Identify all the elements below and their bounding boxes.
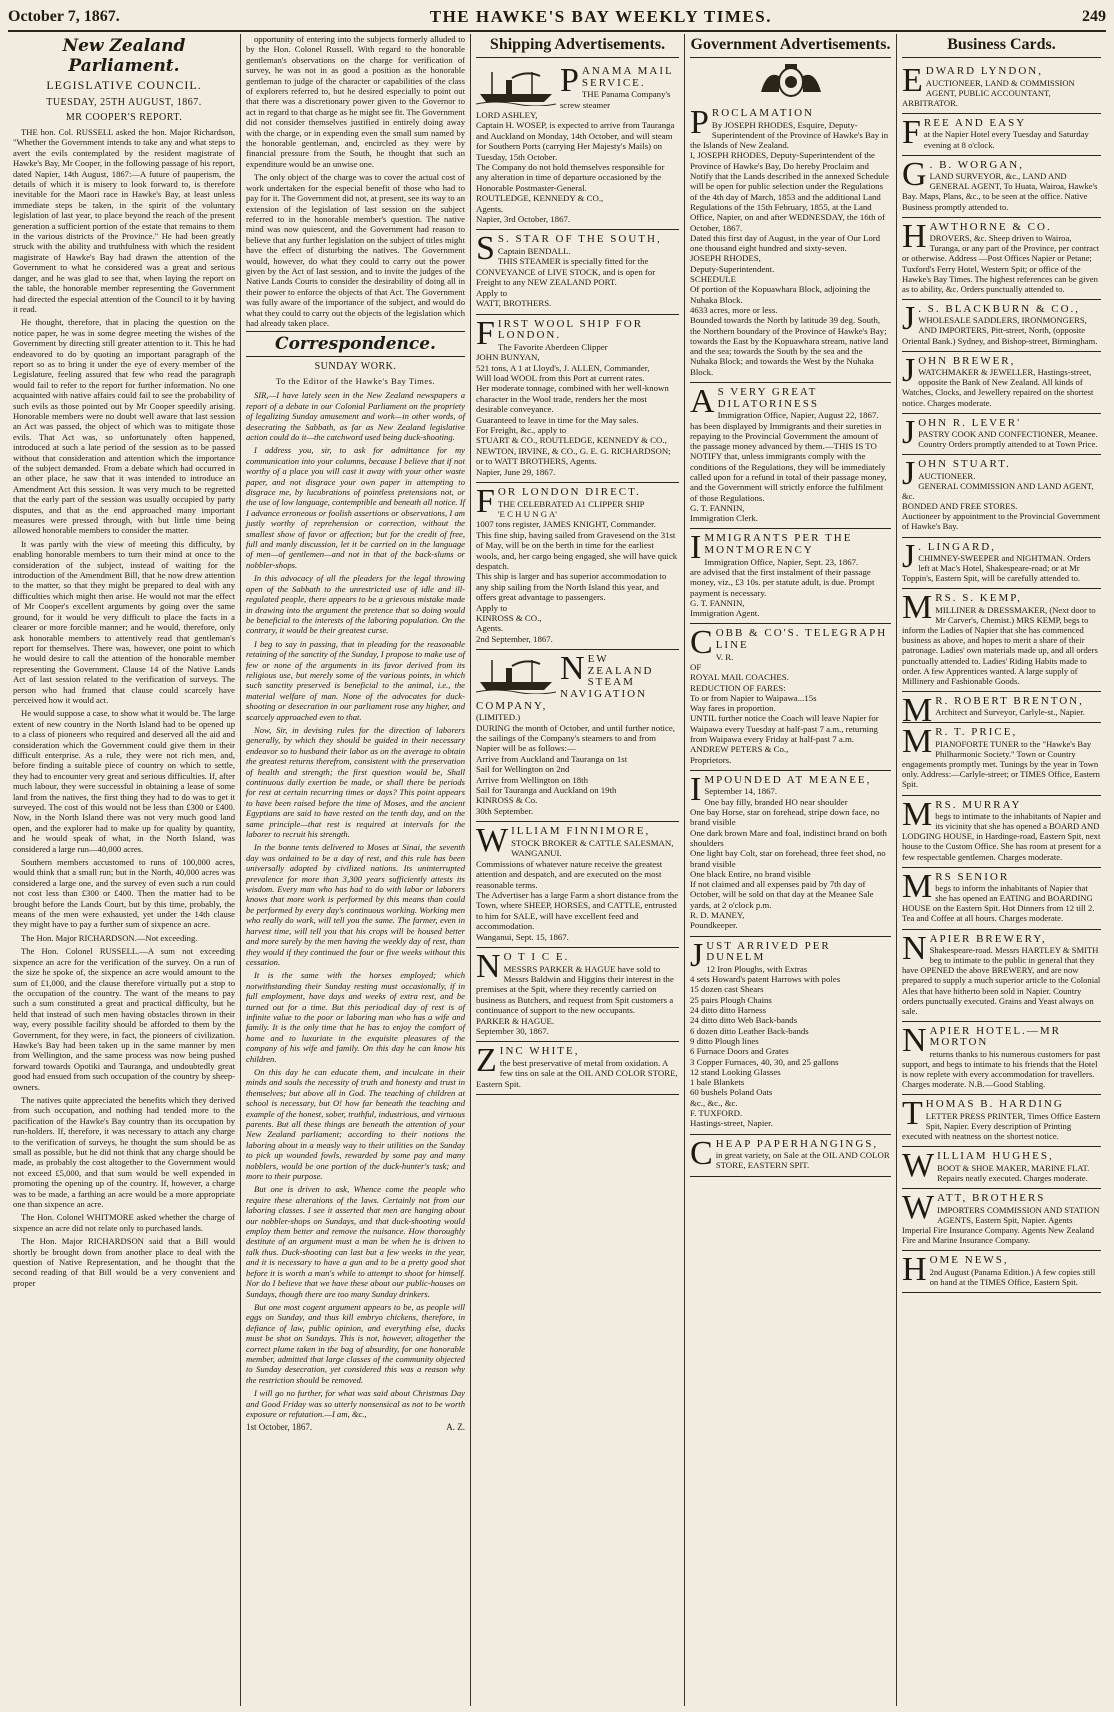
advertisement xyxy=(902,723,1101,795)
ad-line: I, JOSEPH RHODES, Deputy-Superintendent of the Province of Hawke's Bay, Do hereby Proclaim and Notify that the Lands described in the annexed Schedule will be open for public selection under the Regulations of the 4th day of March, 1853 and the additional Land Regulations of the 15th February, 1855, at the Land Office, Napier, on and after WEDNESDAY, the 16th of October, 1867. xyxy=(690,150,889,233)
ad-line: in great variety, on Sale at the OIL AND COLOR STORE, EASTERN SPIT. xyxy=(715,1150,890,1171)
advertisement xyxy=(902,1251,1101,1293)
letter-date: 1st October, 1867. xyxy=(246,1422,313,1433)
ad-line: Wanganui, Sept. 15, 1867. xyxy=(476,931,569,942)
ad-line: 2nd August (Panama Edition.) A few copies still on hand at the TIMES Office, Eastern Spit. xyxy=(929,1266,1096,1287)
ad-line: begs to intimate to the inhabitants of Napier and its vicinity that she has opened a BOARD AND LODGING HOUSE, in Hardinge-road, Eastern Spit, next house to the Custom Office. She has room at present for a few respectable gentlemen. Charges moderate. xyxy=(902,811,1101,862)
ad-heading: R. ROBERT BRENTON, xyxy=(935,694,1084,707)
ad-line: ROYAL MAIL COACHES. xyxy=(690,672,789,683)
advertisement xyxy=(902,1189,1101,1251)
ad-line: OF xyxy=(690,661,702,672)
ad-line: Agents. xyxy=(476,203,504,214)
ad-line: Shakespeare-road. Messrs HARTLEY & SMITH beg to intimate to the public in general that they have OPENED the above BREWERY, and are now prepared to supply a much superior article to the Colonial Ales that have hitherto been sold in Napier. Country orders punctually executed. Grains and Yeast always on sale. xyxy=(902,945,1101,1016)
drop-cap: M xyxy=(902,795,933,833)
paragraph: The Hon. Major RICHARDSON said that a Bill would shortly be brought down from another place to deal with the question of Native Representation, and he thought that the second reading of that Bill would be a very convenient and proper xyxy=(13,1236,235,1288)
ad-line: G. T. FANNIN, xyxy=(690,502,745,513)
ad-line: 12 Iron Ploughs, with Extras xyxy=(706,963,808,974)
ad-line: THE Panama Company's screw steamer xyxy=(560,89,671,110)
ad-line: If not claimed and all expenses paid by 7th day of October, will be sold on that day at the Meanee Sale yards, at 2 o'clock p.m. xyxy=(690,879,874,910)
advertisement xyxy=(476,62,679,230)
ad-line: Proprietors. xyxy=(690,754,732,765)
letter-initials: A. Z. xyxy=(446,1422,465,1433)
ad-line: THIS STEAMER is specially fitted for the CONVEYANCE of LIVE STOCK, and is open for Freight to any NEW ZEALAND PORT. xyxy=(476,256,656,288)
ad-line: PARKER & HAGUE. xyxy=(476,1015,555,1026)
ad-line: LORD ASHLEY, xyxy=(476,110,538,120)
ad-heading: ROCLAMATION xyxy=(711,107,814,119)
drop-cap: A xyxy=(690,383,715,421)
ad-heading: RS SENIOR xyxy=(935,870,1010,883)
ad-line: Sail for Wellington on 2nd xyxy=(476,764,570,775)
drop-cap: F xyxy=(476,314,495,352)
drop-cap: F xyxy=(476,482,495,520)
ad-line: One dark brown Mare and foal, indistinct brand on both shoulders xyxy=(690,827,887,848)
drop-cap: H xyxy=(902,1251,927,1288)
ad-line: JOHN BUNYAN, xyxy=(476,352,540,363)
ad-heading: . B. WORGAN, xyxy=(929,158,1024,171)
ad-line: WATT, BROTHERS. xyxy=(476,298,552,309)
paragraph: THE hon. Col. RUSSELL asked the hon. Major Richardson, "Whether the Government intends to take any and what steps to avert the evils contemplated by the resident magistrate of Hawke's Bay, Mr Cooper, in the following passage of his report, dated Napier, 14th August, 1867:—A future of pauperism, the details of which it is misery to look forward to, is therefore inevitable for the Maori race in Hawke's Bay, at least unless immediate steps be taken, in the spirit of the voluntary legislation of last year, to place beyond the reach of the present generation a sufficient portion of the estate that remains to them in the various districts of the Province." He had been greatly struck with the ability and truthfulness with which the resident magistrate of Hawke's Bay had drawn the attention of the Government to what he considered was a great and serious danger, and he was glad to see that, when laying the report on the table, the honorable member representing the Government had directed the especial attention of the Council to it by having it read. xyxy=(13,127,235,314)
drop-cap: C xyxy=(690,1134,713,1172)
drop-cap: I xyxy=(690,770,702,808)
ad-heading: R. T. PRICE, xyxy=(935,726,1018,739)
drop-cap: G xyxy=(902,155,927,193)
ad-line: Apply to xyxy=(476,287,508,298)
ad-line: To or from Napier to Waipawa...15s xyxy=(690,692,817,703)
ad-line: LETTER PRESS PRINTER, Times Office Eastern Spit, Napier. Every description of Printing executed with neatness on the shortest notice. xyxy=(902,1110,1101,1142)
ad-line: WHOLESALE SADDLERS, IRONMONGERS, AND IMPORTERS, Pitt-street, North, (opposite Oriental Bank.) Sydney, and Bishop-street, Birmingham. xyxy=(902,315,1098,346)
government-ads xyxy=(690,104,891,1177)
ad-line: PIANOFORTE TUNER to the "Hawke's Bay Philharmonic Society." Town or Country engagements promptly met. Tunings by the year in Town only. Address:—Carlyle-street; or TIMES Office, Eastern Spit. xyxy=(902,739,1100,790)
ad-heading: OBB & CO'S. TELEGRAPH LINE xyxy=(715,627,888,652)
ad-heading: RS. S. KEMP, xyxy=(935,592,1022,605)
advertisement xyxy=(902,930,1101,1022)
ad-line: has been displayed by Immigrants and their sureties in repaying to the Provincial Government the amount of the passage money advanced by them.—THIS IS TO NOTIFY that, unless immigrants comply with the conditions of the Regulations, they will be immediately called upon for a refund in total of their passage money, and the Government will strictly enforce the fulfilment of those Regulations. xyxy=(690,420,887,503)
ad-heading: MMIGRANTS PER THE MONTMORENCY xyxy=(704,532,853,557)
ad-line: Commissions of whatever nature receive the greatest attention and despatch, and are executed on the most reasonable terms. xyxy=(476,858,663,890)
ad-line: ANDREW PETERS & Co., xyxy=(690,744,789,755)
drop-cap: N xyxy=(902,929,927,967)
ad-heading: ILLIAM HUGHES, xyxy=(937,1150,1054,1163)
ad-line: Poundkeeper. xyxy=(690,920,738,931)
ad-line: Guaranteed to leave in time for the May sales. xyxy=(476,414,639,425)
ad-line: &c., &c., &c. xyxy=(690,1097,738,1108)
ad-line: Immigration Office, Napier, August 22, 1867. xyxy=(717,410,879,421)
ad-line: WATCHMAKER & JEWELLER, Hastings-street, opposite the Bank of New Zealand. All kinds of Watches, Clocks, and Jewellery repaired on the shortest notice. Charges moderate. xyxy=(902,367,1094,408)
advertisement xyxy=(902,455,1101,537)
drop-cap: S xyxy=(476,230,495,268)
drop-cap: J xyxy=(690,936,704,974)
ad-line: Auctioneer by appointment to the Provincial Government of Hawke's Bay. xyxy=(902,511,1101,532)
page-number: 249 xyxy=(1082,8,1106,25)
ad-line: Immigration Agent. xyxy=(690,608,760,619)
ad-line: REDUCTION OF FARES: xyxy=(690,682,786,693)
ad-heading: O T I C E. xyxy=(503,950,570,963)
advertisement xyxy=(476,650,679,822)
drop-cap: M xyxy=(902,691,933,729)
council-date: TUESDAY, 25TH AUGUST, 1867. xyxy=(46,97,202,108)
parliament-continuation xyxy=(246,34,465,328)
drop-cap: J xyxy=(902,455,916,493)
paragraph: The natives quite appreciated the benefits which they derived from such occupation, and nothing had tended more to the pacification of the Hawke's Bay country than its occupation by run-holders. If, therefore, it was necessary to attach any charge to the verification of surveys, he thought the sum should be as small as possible, but he did not think that any charge should be made, as probably the cost altogether to the Government would not exceed £5,000, and that sum would be well expended in promoting the opening up of the country. If, however, a charge was to be made, a farthing an acre would be a more appropriate one than sixpence an acre. xyxy=(13,1094,235,1210)
ad-heading: OME NEWS, xyxy=(929,1254,1009,1266)
ad-line: V. R. xyxy=(715,651,734,662)
ad-line: 12 stand Looking Glasses xyxy=(690,1066,781,1077)
column-government xyxy=(684,34,896,1706)
correspondence-heading: Correspondence. xyxy=(246,331,465,357)
ad-line: DURING the month of October, and until further notice, the sailings of the Company's steamers to and from Napier will be as follows:— xyxy=(476,722,675,754)
ad-line: 1007 tons register, JAMES KNIGHT, Commander. xyxy=(476,519,656,530)
advertisement xyxy=(476,315,679,483)
advertisement xyxy=(902,1095,1101,1147)
ad-heading: HOMAS B. HARDING xyxy=(925,1098,1064,1111)
ad-line: 24 ditto ditto Harness xyxy=(690,1005,766,1016)
drop-cap: M xyxy=(902,723,933,761)
shipping-heading: Shipping Advertisements. xyxy=(476,34,679,58)
advertisement xyxy=(690,771,891,937)
ad-line: STOCK BROKER & CATTLE SALESMAN, xyxy=(511,837,674,848)
ad-line: returns thanks to his numerous customers for past support, and begs to intimate to his friends that the Hotel is now replete with every accommodation for travellers. Charges moderate. N.B.—Good Stabling. xyxy=(902,1049,1101,1090)
drop-cap: J xyxy=(902,351,916,389)
ad-line: THE CELEBRATED A1 CLIPPER SHIP xyxy=(497,498,645,509)
council-heading: LEGISLATIVE COUNCIL. xyxy=(46,78,202,92)
ad-line: Napier, June 29, 1867. xyxy=(476,466,556,477)
ad-heading: REE AND EASY xyxy=(923,116,1027,129)
ad-heading: EW ZEALAND STEAM NAVIGATION COMPANY, xyxy=(476,653,654,712)
ad-line: The Advertiser has a large Farm a short distance from the Town, where SHEEP, HORSES, and CATTLE, entrusted to him for SALE, will have excellent feed and accommodation. xyxy=(476,889,679,932)
ad-heading: MPOUNDED AT MEANEE, xyxy=(704,773,872,786)
paragraph: The Hon. Colonel WHITMORE asked whether the charge of sixpence an acre did not relate only to purchased lands. xyxy=(13,1212,235,1233)
masthead-date: October 7, 1867. xyxy=(8,8,120,25)
masthead-title: THE HAWKE'S BAY WEEKLY TIMES. xyxy=(429,7,772,26)
drop-cap: E xyxy=(902,62,923,99)
advertisement xyxy=(902,691,1101,729)
advertisement xyxy=(902,156,1101,218)
paragraph: SIR,—I have lately seen in the New Zealand newspapers a report of a debate in our Colonial Parliament on the propriety of legalizing Sunday amusement and work—in other words, of desecrating the Sabbath, as far as New Zealand legislative action could do it—the catchword used being duck-shooting. xyxy=(246,390,465,442)
ad-line: One bay Horse, star on forehead, stripe down face, no brand visible xyxy=(690,807,880,828)
advertisement xyxy=(902,300,1101,352)
ad-line: 'E C H U N G A' xyxy=(497,508,557,519)
government-heading: Government Advertisements. xyxy=(690,34,891,58)
drop-cap: C xyxy=(690,624,713,662)
paragraph: opportunity of entering into the subjects formerly alluded to by the Hon. Colonel Russell. With regard to the honorable gentleman's observations on the charge for verification of survey, he was not in as good a position as the honorable gentleman to judge of the character or capabilities of the class of explorers referred to, but he desired especially to point out that there was a discretionary power given to the Governor to act in regard to that charge as he might see fit. The Government did not consider themselves justified in entirely doing away with the charge, or in expending even the small sum named by the honorable gentleman, and, encircled as they were by financial pressure from the South, he thought that such an expenditure would be an unwise one. xyxy=(246,34,465,169)
ad-line: Way fares in proportion. xyxy=(690,703,776,714)
column-shipping xyxy=(470,34,684,1706)
ad-line: 6 Furnace Doors and Grates xyxy=(690,1046,789,1057)
letter-title: SUNDAY WORK. xyxy=(314,361,397,373)
ad-heading: AWTHORNE & CO. xyxy=(929,220,1052,233)
ad-line: The Company do not hold themselves responsible for any alteration in time of departure occasioned by the Honorable Postmaster-General. xyxy=(476,162,665,193)
letter-signoff xyxy=(246,1422,465,1432)
ad-line: September 30, 1867. xyxy=(476,1025,549,1036)
paragraph: But one most cogent argument appears to be, as people will eggs on Sunday, and thus kill embryo chickens, therefore, in defiance of law, public opinion, and everything else, ducks must be shot on Sundays. This is not, however, altogether the correct plume taken in the bag of absurdity, for one honorable member, admitted that large classes of the community objected to Sunday desecration, yet considered this was a reason why the restriction should be removed. xyxy=(246,1301,465,1385)
advertisement xyxy=(690,937,891,1135)
advertisement xyxy=(476,230,679,314)
ad-line: Immigration Office, Napier, Sept. 23, 1867. xyxy=(704,556,859,567)
ad-line: 30th September. xyxy=(476,805,534,816)
ad-line: Deputy-Superintendent. xyxy=(690,263,775,274)
ad-line: Architect and Surveyor, Carlyle-st., Napier. xyxy=(935,707,1085,718)
ad-line: MILLINER & DRESSMAKER, (Next door to Mr Carver's, Chemist.) MRS KEMP, begs to inform the Ladies of Napier that she has commenced business as above, and hopes to merit a share of their patronage. Ladies' own materials made up, and all orders punctually attended to. Ladies' Riding Habits made to order. A few Apprentices wanted. A large supply of Millinery and Fashionable Goods. xyxy=(902,605,1098,686)
drop-cap: W xyxy=(902,1189,935,1227)
paragraph: He would suppose a case, to show what it would be. The large extent of new country in the North Island had to be opened up to a class of pioneers who required and deserved all the aid and consideration which the Government could give them in their difficult enterprise. As a rule, they were not rich men, and, before finding a suitable piece of country on which to settle, they had to encounter very great and serious difficulties. If, after much labour, they were successful in obtaining a lease of some land from the natives, the first thing they had to do was to get it surveyed. The cost of this would not be less than £300 or £400. Now, in the North Island there was not very much good land open, and the explorer had to make up for quality by quantity, and he would speak of what, in the North Island, was considered a large run—40,000 acres. xyxy=(13,708,236,854)
ad-line: DROVERS, &c. Sheep driven to Wairoa, Turanga, or any part of the Province, per contract or otherwise. Address —Post Offices Napier or Petane; Tuxford's Ferry Hotel, Western Spit; or office of the Hawke's Bay Times. The highest references can be given as to ability, &c. Orders punctually attended to. xyxy=(902,233,1100,294)
ad-line: F. TUXFORD. xyxy=(690,1107,743,1118)
ad-line: STUART & CO., ROUTLEDGE, KENNEDY & CO., NEWTON, IRVINE, & CO., G. E. G. RICHARDSON; or to WATT BROTHERS, Agents. xyxy=(476,435,671,467)
ad-line: For Freight, &c., apply to xyxy=(476,424,567,435)
letter-body xyxy=(246,390,465,1419)
ad-line: CHIMNEY-SWEEPER and NIGHTMAN. Orders left at Mac's Hotel, Shakespeare-road; or at Mr Toppin's, Eastern Spit, will be carefully attended to. xyxy=(902,553,1091,584)
paragraph: Southern members accustomed to runs of 100,000 acres, would think that a small run; but in the North, 40,000 acres was considered a large one, and the survey of even such a run could not cost less than £300 or £400. Then the matter had to be brought before the Lands Court, but by this time, probably, the means of the men were exhausted, yet under the 14th clause they might have to pay a further sum of sixpence an acre. xyxy=(13,857,235,930)
ad-heading: OR LONDON DIRECT. xyxy=(497,485,641,498)
paragraph: In the bonne tents delivered to Moses at Sinai, the seventh day was ordained to be a day of rest, and this rule has been universally adopted by civilized nations. Its uninterrupted prevalence for more than 3,300 years sufficiently attests its wisdom. Every man who has had to do with labor or laborers knows that more work is performed by this means than could be performed by every day's continuous working. Working men who really do work, will tell you the same. The farmer, even in harvest time, will tell you that his crops will be housed better and more surely by the men having the weekly day of rest, than they would if they continued the four or five weeks without this cessation. xyxy=(246,842,465,967)
ad-line: Apply to xyxy=(476,602,508,613)
advertisement xyxy=(902,218,1101,300)
paragraph: The Hon. Colonel RUSSELL.—A sum not exceeding sixpence an acre for the verification of the survey. On a run of the size he spoke of, the sixpence an acre would amount to the sum of £1,000, and the clause therefore virtually put a stop to the occupation of the country. The want of the means to pay such a sum constituted a great and practical difficulty, but he held that instead of such men having obstacles thrown in their way, every possible facility should be afforded to them by the Government, for they were, in fact, the pioneers of civilization. Hawke's Bay had been taken up in the same manner by men from Wellington, and the same process was now being pushed forward towards Opotiki and Tauranga, and undoubtedly great good had ensued from such occupation of the country by sheep-owners. xyxy=(13,946,235,1092)
ad-line: ROUTLEDGE, KENNEDY & CO., xyxy=(476,193,604,204)
advertisement xyxy=(902,1147,1101,1189)
advertisement xyxy=(902,796,1101,868)
advertisement xyxy=(690,624,891,770)
ad-line: 4 sets Howard's patent Harrows with poles xyxy=(690,974,841,985)
advertisement xyxy=(902,352,1101,414)
drop-cap: N xyxy=(560,650,585,688)
drop-cap: N xyxy=(476,947,501,985)
advertisement xyxy=(476,822,679,948)
ad-line: LAND SURVEYOR, &c., LAND AND GENERAL AGENT, To Huata, Wairoa, Hawke's Bay. Maps, Plans, &c., to be seen at the office. Native Business promptly attended to. xyxy=(902,171,1098,212)
ad-line: 1 bale Blankets xyxy=(690,1077,745,1088)
ad-heading: . S. BLACKBURN & CO., xyxy=(918,302,1081,315)
advertisement xyxy=(476,1042,679,1095)
ad-heading: . LINGARD, xyxy=(918,540,996,553)
advertisement xyxy=(476,483,679,650)
ad-heading: OHN STUART. xyxy=(918,458,1011,471)
ad-line: are advised that the first instalment of their passage money, viz., £3 10s. per statute adult, is due. Prompt payment is necessary. xyxy=(690,566,875,598)
ad-line: September 14, 1867. xyxy=(704,786,778,797)
paragraph: It was partly with the view of meeting this difficulty, by enabling honorable members to turn their mind at once to the consideration of the subject, instead of waiting for the introduction of the Amendment Bill, that he now drew attention to the matter, so that they might be prepared to deal with any difficulties which might then arise. He would not mar the effect of Mr Cooper's excellent arguments by going over the same ground, for it would be very difficult to place the facts in a clearer or more forcible manner; and he would, therefore, only ask honorable members to attentively read that gentleman's report for themselves. There was, however, one point to which he would desire to call the attention of the honorable member representing the Government. Clause 14 of the Native Lands Act of last session related to the verification of surveys. The person who had framed that clause could scarcely have perceived how it would act. xyxy=(13,538,235,705)
ad-line: SCHEDULE xyxy=(690,274,736,285)
ad-line: Dated this first day of August, in the year of Our Lord one thousand eight hundred and sixty-seven. xyxy=(690,232,881,254)
paragraph: But one is driven to ask, Whence come the people who require these alterations of the laws. Certainly not from our laboring classes. I see it asserted that men are hanging about our nobbler-shops on Sundays, and that duck-shooting would employ them better and remove the nuisance. How thoroughly destitute of an argument must a man be when he is driven to talk thus. Duck-shooting can last but a few weeks in the year, and it is necessary to have a gun and to be a pretty good shot before it is worth a man's while to attempt to shoot for himself. Nor do I believe that we have these about our public-houses on Sundays, though there are too many Sunday drinkers. xyxy=(246,1184,465,1299)
drop-cap: P xyxy=(560,62,579,99)
ad-line: 9 ditto Plough lines xyxy=(690,1035,759,1046)
advertisement xyxy=(902,868,1101,930)
business-cards xyxy=(902,62,1101,1293)
ad-heading: APIER BREWERY, xyxy=(929,932,1047,945)
ad-line: One light bay Colt, star on forehead, three feet shod, no brand visible xyxy=(690,848,886,869)
paragraph: He thought, therefore, that in placing the question on the notice paper, he was in some degree meeting the wishes of the Government by directing still greater attention to it. This he had endeavored to do by quoting an important paragraph of the report so as to bring it under the eye of every member of the Legislature, feeling assured that few who read the paragraph would fail to refer to the report for further information. No one acquainted with native affairs could fail to see the probability of such evils as those pointed out by Mr Cooper speedily arising. Honorable members were no doubt well aware that last session an Act was passed, the object of which was to mitigate those evils. That Act was, so unfortunately often happened, introduced at such a late period of the session as to be passed without that consideration and attention which the importance of the subject demanded. From a debate which had occurred in an other place, he saw that it was intended to introduce an Amendment Act this session. It was very much to be regretted that the early part of the session was usually occupied by party disputes, and that as the end approached many important measures were pressed through, with but little time being allowed honorable members to consider the matter. xyxy=(13,317,235,536)
advertisement xyxy=(902,114,1101,156)
drop-cap: J xyxy=(902,299,916,337)
advertisement xyxy=(902,589,1101,691)
paragraph: The only object of the charge was to cover the actual cost of work undertaken for the especial benefit of those who had to pay for it. The Government did not, at present, see its way to an extension of the legislation of last session on the subject referred to in the honorable member's question. The native mind was now quiescent, and the Government had reason to believe that any further legislation on the subject of titles might have the effect of disturbing the natives. The Government would, however, do what they could to carry out the power given by the Act of last session, and to invite the judges of the Native Lands Courts to consider the desirability of doing all in their power to enforce the objects of that Act. The Government was fully aware of the importance of the subject, and would do what they could to carry out the objects of the legislation which had already taken place. xyxy=(246,172,465,328)
ad-line: R. D. MANEY, xyxy=(690,910,745,921)
ad-line: This fine ship, having sailed from Gravesend on the 31st of May, will be on the berth in time for the earliest wools, and, her cargo being engaged, she will have quick despatch. xyxy=(476,529,678,571)
paragraph: It is the same with the horses employed; which notwithstanding their Sunday resting must occasionally, if in full employment, have days and weeks of extra rest, and be turned out for a time. But this periodical day of rest is of infinite value to the poor or laboring man who has a wife and family. It is the only time that he has to enjoy the comfort of home and to luxuriate in the exquisite pleasures of the company of his wife and family. On this day he can know his children. xyxy=(246,970,465,1064)
ad-heading: S. STAR OF THE SOUTH, xyxy=(497,233,662,246)
ad-line: 15 dozen cast Shears xyxy=(690,984,764,995)
steamship-icon xyxy=(476,66,556,106)
advertisement xyxy=(690,529,891,624)
ad-line: This ship is larger and has superior accommodation to any ship sailing from the North Island this year, and offers great advantage to passengers. xyxy=(476,571,667,603)
column-parliament xyxy=(8,34,240,1706)
advertisement xyxy=(690,104,891,383)
ad-heading: OHN BREWER, xyxy=(918,354,1016,367)
advertisement xyxy=(902,62,1101,114)
ad-heading: UST ARRIVED PER DUNELM xyxy=(706,939,831,964)
ad-heading: RS. MURRAY xyxy=(935,798,1022,811)
ad-line: Arrive from Auckland and Tauranga on 1st xyxy=(476,753,628,764)
ad-heading: HEAP PAPERHANGINGS, xyxy=(715,1137,879,1150)
drop-cap: H xyxy=(902,217,927,255)
ad-line: Will load WOOL from this Port at current rates. xyxy=(476,372,645,383)
parliament-article xyxy=(13,127,235,1288)
ad-line: 4633 acres, more or less. xyxy=(690,304,778,315)
ad-line: By JOSEPH RHODES, Esquire, Deputy-Superintendent of the Province of Hawke's Bay in the Islands of New Zealand. xyxy=(690,119,889,151)
drop-cap: M xyxy=(902,589,933,627)
letter-addressee: To the Editor of the Hawke's Bay Times. xyxy=(275,376,436,387)
ad-heading: IRST WOOL SHIP FOR LONDON. xyxy=(497,317,644,342)
ad-line: 25 pairs Plough Chains xyxy=(690,994,772,1005)
shipping-ads xyxy=(476,62,679,1095)
drop-cap: T xyxy=(902,1095,923,1133)
columns xyxy=(8,34,1106,1706)
drop-cap: M xyxy=(902,867,933,905)
ad-line: G. T. FANNIN, xyxy=(690,597,745,608)
ad-line: the best preservative of metal from oxidation. A few tins on sale at the OIL AND COLOR STORE, Eastern Spit. xyxy=(476,1057,678,1089)
ad-line: BONDED AND FREE STORES. xyxy=(902,501,1018,512)
drop-cap: J xyxy=(902,413,916,451)
ad-line: Arrive from Wellington on 18th xyxy=(476,774,589,785)
ad-line: Hastings-street, Napier. xyxy=(690,1118,773,1129)
drop-cap: W xyxy=(476,822,509,860)
ad-heading: ATT, BROTHERS xyxy=(937,1192,1046,1205)
ad-heading: OHN R. LEVER' xyxy=(918,416,1022,429)
ad-line: IMPORTERS COMMISSION AND STATION AGENTS, Eastern Spit, Napier. Agents Imperial Fire Insurance Company. Agents New Zealand Fire and Marine Insurance Company. xyxy=(902,1204,1100,1245)
ad-heading: DWARD LYNDON, xyxy=(925,65,1043,77)
ad-line: The Favorite Aberdeen Clipper xyxy=(497,341,608,352)
advertisement xyxy=(902,538,1101,590)
column-business xyxy=(896,34,1106,1706)
ad-line: KINROSS & Co. xyxy=(476,795,538,806)
ad-line: Immigration Clerk. xyxy=(690,513,758,524)
ad-heading: ANAMA MAIL SERVICE. xyxy=(581,65,674,89)
drop-cap: F xyxy=(902,113,921,151)
drop-cap: J xyxy=(902,537,916,575)
paragraph: I address you, sir, to ask for admittance for my communication into your columns, because I believe that if not worthy of a place you will cast it away with your other waste paper, and not disgrace your own paper in attempting to disgrace me, by lucubrations of pointless pretensions not, or the use of low language, contemptible and beneath all notice. If I advance erroneous or foolish assertions or observations, I am justly worthy of reprehension or correction, without the smallest show of favor or affection; but for the credit of free, full and manly discussion, let it be carried on in the language of men—of gentlemen—and not in that of the back-slums or nobbler-shops. xyxy=(246,445,465,570)
ad-line: AUCTIONEER. xyxy=(918,471,976,481)
column-correspondence xyxy=(240,34,470,1706)
ad-line: JOSEPH RHODES, xyxy=(690,253,761,264)
advertisement xyxy=(690,383,891,529)
drop-cap: W xyxy=(902,1147,935,1185)
ad-line: Sail for Tauranga and Auckland on 19th xyxy=(476,785,617,796)
ad-line: UNTIL further notice the Coach will leave Napier for Waipawa every Tuesday at half-past 7 a.m., returning from Waipawa every Friday at half-past 7 a.m. xyxy=(690,713,879,744)
drop-cap: Z xyxy=(476,1042,497,1080)
paragraph: In this advocacy of all the pleaders for the legal throwing open of the Sabbath to the unrestricted use of idle and ill-regulated people, there appears to be a grievous mistake made in drawing into the argument the pretence that so doing would be beneficial to the interests of the laboring population. On the contrary, it would be their greatest curse. xyxy=(246,573,465,636)
ad-line: 24 ditto ditto Web Back-bands xyxy=(690,1015,798,1026)
royal-crest-icon xyxy=(751,62,831,100)
section-parliament-heading: New Zealand Parliament. xyxy=(62,36,186,76)
ad-line: Captain H. WOSEP, is expected to arrive from Tauranga and Auckland on Monday, 14th October, and will steam for Southern Ports (carrying Her Majesty's Mails) on Tuesday, 15th October. xyxy=(476,120,675,162)
paragraph: Now, Sir, in devising rules for the direction of laborers generally, by which they should be guided in their necessary endeavor so to husband their labor as on the average to obtain the greatest returns therefrom, consistent with the preservation of health and strength; the first question would be, Shall continuous daily exertion be made, or shall there be periods for rest at certain recurring times or days? This point appears to have been raised before the time of Moses, and the ancient Egyptians are said to have rested on the tenth day, and on the same principle—that rest is required at intervals for the laborer to recruit his strength. xyxy=(246,724,465,840)
ad-line: AUCTIONEER, LAND & COMMISSION AGENT, PUBLIC ACCOUNTANT, ARBITRATOR. xyxy=(902,77,1075,108)
ad-line: 60 bushels Poland Oats xyxy=(690,1087,773,1098)
paragraph: The Hon. Major RICHARDSON.—Not exceeding. xyxy=(21,932,198,943)
drop-cap: N xyxy=(902,1021,927,1059)
paragraph: I will go no further, for what was said about Christmas Day and Good Friday was so utterly nonsensical as not to be worth exposure or refutation.—I am, &c., xyxy=(246,1388,465,1419)
advertisement xyxy=(902,414,1101,456)
drop-cap: P xyxy=(690,104,709,141)
ad-line: MESSRS PARKER & HAGUE have sold to Messrs Baldwin and Higgins their interest in the premises at the Spit, where they recently carried on business as Butchers, and request from Spit customers a continuance of support to the new occupants. xyxy=(476,963,674,1016)
ad-line: GENERAL COMMISSION AND LAND AGENT, &c. xyxy=(902,481,1094,502)
masthead xyxy=(8,4,1106,32)
ad-line: PASTRY COOK AND CONFECTIONER, Meanee. Country Orders promptly attended to at Town Price. xyxy=(918,429,1098,450)
ad-heading: S VERY GREAT DILATORINESS xyxy=(717,386,819,410)
ad-line: (LIMITED.) xyxy=(476,712,521,723)
report-heading: MR COOPER'S REPORT. xyxy=(65,112,183,123)
ad-line: at the Napier Hotel every Tuesday and Saturday evening at 8 o'clock. xyxy=(923,129,1089,150)
advertisement xyxy=(690,1135,891,1177)
ad-line: Of portion of the Kopuawhara Block, adjoining the Nuhaka Block. xyxy=(690,284,871,305)
ad-line: One black Entire, no brand visible xyxy=(690,868,811,879)
ad-line: 521 tons, A 1 at Lloyd's, J. ALLEN, Commander, xyxy=(476,362,650,373)
ad-line: WANGANUI. xyxy=(511,848,562,859)
ad-line: 6 dozen ditto Leather Back-bands xyxy=(690,1025,809,1036)
advertisement xyxy=(902,1022,1101,1096)
steamship-icon xyxy=(476,654,556,694)
drop-cap: I xyxy=(690,529,702,567)
ad-line: Captain BENDALL. xyxy=(497,246,571,257)
paragraph: I beg to say in passing, that in pleading for the reasonable retaining of the sanctity of the Sunday, I propose to make use of few or none of the arguments in its favor derived from its religious use, but merely some of the various points, in which such sanctity preserved is beneficial to the animal, i.e., the material welfare of man. None of the advocates for duck-shooting or desecration in our parliament rose any higher, and scarcely approached even to that. xyxy=(246,638,465,722)
ad-line: 2nd September, 1867. xyxy=(476,633,553,644)
ad-line: Napier, 3rd October, 1867. xyxy=(476,214,571,225)
ad-line: 3 Copper Furnaces, 40, 30, and 25 gallons xyxy=(690,1056,839,1067)
advertisement xyxy=(476,948,679,1042)
ad-line: Her moderate tonnage, combined with her well-known character in the Wool trade, renders her the most desirable conveyance. xyxy=(476,383,669,415)
ad-line: Agents. xyxy=(476,623,504,634)
ad-heading: APIER HOTEL.—MR MORTON xyxy=(929,1024,1062,1049)
ad-line: KINROSS & CO., xyxy=(476,613,542,624)
ad-heading: INC WHITE, xyxy=(499,1045,580,1058)
ad-line: begs to inform the inhabitants of Napier that she has opened an EATING and BOARDING HOUSE on the Eastern Spit. Hot Dinners from 12 till 2. Tea and Coffee at all hours. Charges moderate. xyxy=(902,883,1095,924)
ad-heading: ILLIAM FINNIMORE, xyxy=(511,825,651,838)
paragraph: On this day he can educate them, and inculcate in their minds and souls the necessity of truth and honesty and trust in themselves; but above all in God. The teaching of children at school is necessary, but O! how far beneath the teaching and example of the honest, sober, truthful, industrious, and virtuous parents. But all these things are beneath the attention of your New Zealand parliament; according to their notions the laboring about in a measly way to their utilities on the Sunday to pick up wounded fowls, rewarded by some pay and many nobblers, would be one portion of the duck-hunter's task; and more to their purpose. xyxy=(246,1066,465,1182)
ad-line: One bay filly, branded HO near shoulder xyxy=(704,796,848,807)
ad-line: BOOT & SHOE MAKER, MARINE FLAT. Repairs neatly executed. Charges moderate. xyxy=(937,1162,1090,1183)
business-heading: Business Cards. xyxy=(902,34,1101,58)
ad-line: Bounded towards the North by latitude 39 deg. South, the Northern boundary of the Province of Hawke's Bay; towards the East by the Kopuawhara stream, native land and the sea; towards the South by the sea and the Nuhaka Block; and towards the West by the Nuhaka Block. xyxy=(690,315,889,377)
